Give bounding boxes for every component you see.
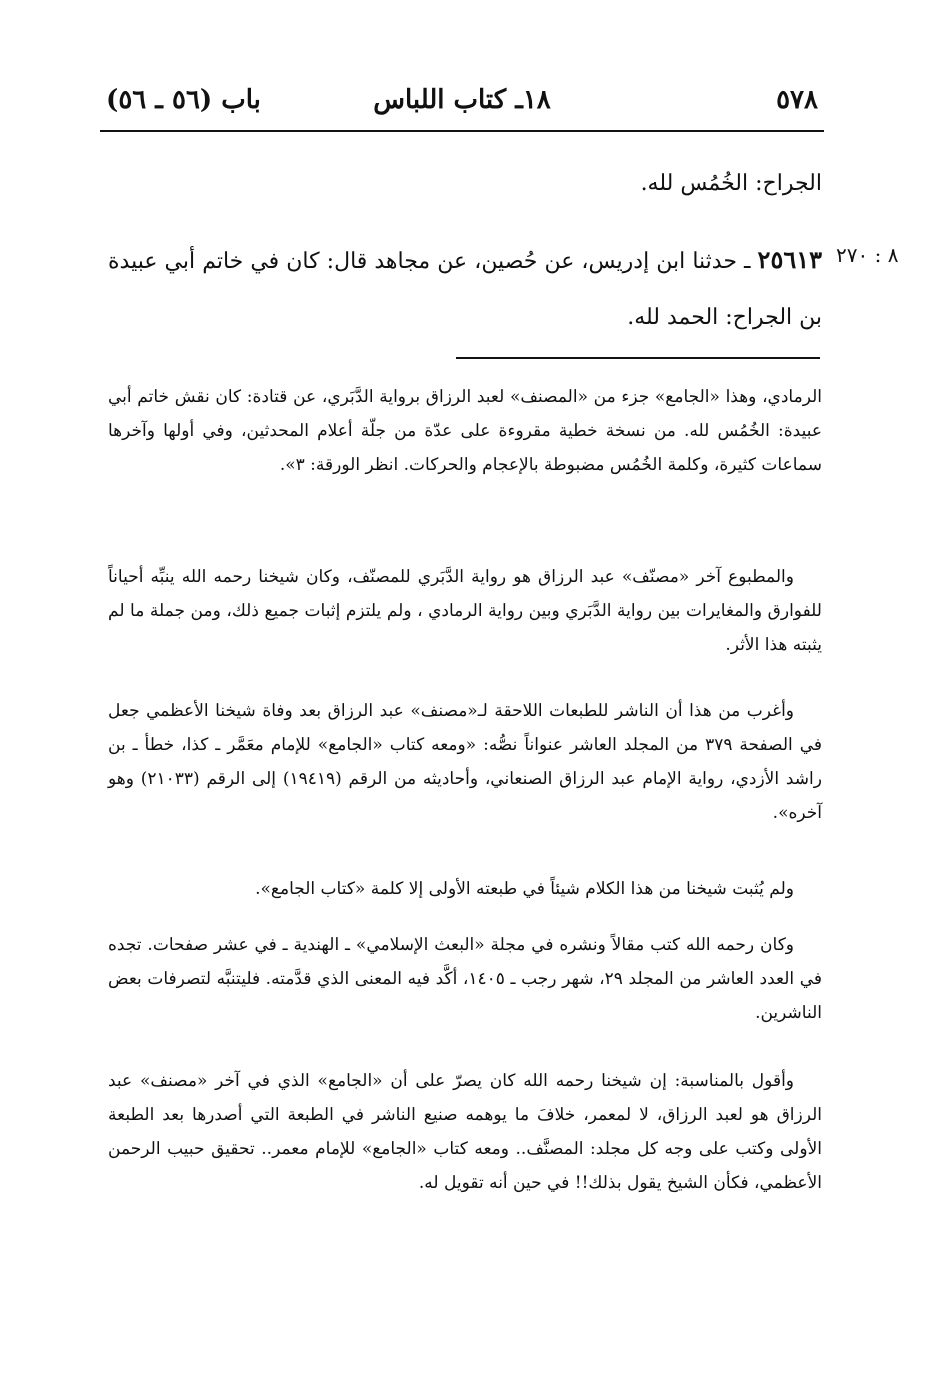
footnote-separator: [456, 357, 820, 359]
footnote-paragraph-1: [108, 380, 822, 482]
footnote-paragraph-6: [108, 1064, 822, 1200]
page-number: ٥٧٨: [776, 85, 818, 115]
book-title: ١٨ـ كتاب اللباس: [373, 85, 551, 115]
page-header: [100, 82, 824, 126]
footnote-paragraph-2: [108, 560, 822, 662]
footnote-text: وأقول بالمناسبة: إن شيخنا رحمه الله كان يصرّ على أن «الجامع» الذي في آخر «مصنف» عبد الرزاق هو لعبد الرزاق، لا لمعمر، خلافَ ما يوهمه صنيع الناشر في الطبعة التي أصدرها بعد الطبعة الأولى وكتب على وجه كل مجلد: المصنَّف.. ومعه كتاب «الجامع» للإمام معمر.. تحقيق حبيب الرحمن الأعظمي، فكأن الشيخ يقول بذلك!! في حين أنه تقويل له.: [108, 1071, 822, 1193]
hadith-number: ٢٥٦١٣: [757, 245, 822, 274]
footnote-text: ولم يُثبت شيخنا من هذا الكلام شيئاً في طبعته الأولى إلا كلمة «كتاب الجامع».: [255, 879, 794, 899]
footnote-text: والمطبوع آخر «مصنّف» عبد الرزاق هو رواية الدَّبَري للمصنّف، وكان شيخنا رحمه الله ينبِّه أحياناً للفوارق والمغايرات بين رواية الدَّبَري وبين رواية الرمادي ، ولم يلتزم إثبات جميع ذلك، ومن جملة ما لم يثبته هذا الأثر.: [108, 567, 822, 655]
footnote-text: الرمادي، وهذا «الجامع» جزء من «المصنف» لعبد الرزاق برواية الدَّبَري، عن قتادة: كان نقش خاتم أبي عبيدة: الخُمُس لله. من نسخة خطية مقروءة على عدّة من جلّة أعلام المحدثين، وفي أولها وآخرها سماعات كثيرة، وكلمة الخُمُس مضبوطة بالإعجام والحركات. انظر الورقة: ٣».: [108, 387, 822, 475]
hadith-text: ـ حدثنا ابن إدريس، عن حُصين، عن مجاهد قال: كان في خاتم أبي عبيدة بن الجراح: الحمد لله.: [108, 249, 822, 330]
footnote-text: وأغرب من هذا أن الناشر للطبعات اللاحقة لـ«مصنف» عبد الرزاق بعد وفاة شيخنا الأعظمي جعل في الصفحة ٣٧٩ من المجلد العاشر عنواناً نصُّه: «ومعه كتاب «الجامع» للإمام معَمَّر ـ كذا، خطأ ـ بن راشد الأزدي، رواية الإمام عبد الرزاق الصنعاني، وأحاديثه من الرقم (١٩٤١٩) إلى الرقم (٢١٠٣٣) وهو آخره».: [108, 701, 822, 823]
hadith-entry: [108, 232, 822, 346]
continuation-text: [108, 156, 822, 212]
footnote-text: وكان رحمه الله كتب مقالاً ونشره في مجلة «البعث الإسلامي» ـ الهندية ـ في عشر صفحات. تجده في العدد العاشر من المجلد ٢٩، شهر رجب ـ ١٤٠٥، أكَّد فيه المعنى الذي قدَّمته. فليتنبَّه لتصرفات بعض الناشرين.: [108, 935, 822, 1023]
margin-reference: ٨ : ٢٧٠: [836, 243, 899, 267]
footnote-paragraph-5: [108, 928, 822, 1030]
footnote-paragraph-4: [108, 872, 822, 906]
footnote-paragraph-3: [108, 694, 822, 830]
continuation-line: الجراح: الخُمُس لله.: [640, 171, 822, 196]
chapter-range: باب (٥٦ ـ ٥٦): [106, 85, 261, 115]
header-rule: [100, 130, 824, 132]
